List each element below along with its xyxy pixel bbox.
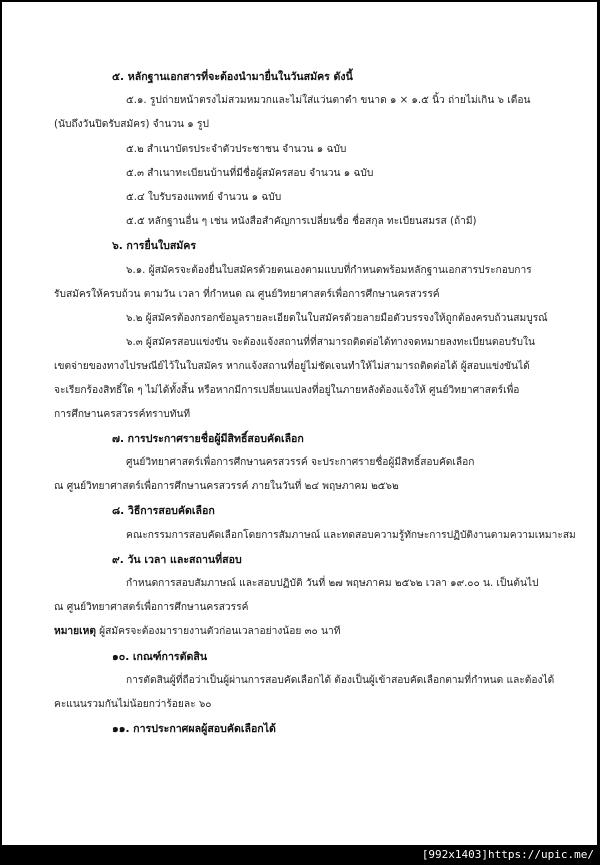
section-heading: ๕. หลักฐานเอกสารที่จะต้องนำมายื่นในวันสมัคร ดังนี้ <box>112 71 353 83</box>
note-label: หมายเหตุ <box>54 626 96 637</box>
section-heading: ๖. การยื่นใบสมัคร <box>112 240 197 252</box>
paragraph-line: ๖.๓ ผู้สมัครสอบแข่งขัน จะต้องแจ้งสถานที่ที่สามารถติดต่อได้ทางจดหมายลงทะเบียนตอบรับใน <box>126 337 535 348</box>
watermark-bar <box>0 845 600 865</box>
paragraph-line: ณ ศูนย์วิทยาศาสตร์เพื่อการศึกษานครสวรรค์ <box>54 602 249 613</box>
paragraph-line: คะแนนรวมกันไม่น้อยกว่าร้อยละ ๖๐ <box>54 699 212 710</box>
paragraph-line: จะเรียกร้องสิทธิ์ใด ๆ ไม่ได้ทั้งสิ้น หรือหากมีการเปลี่ยนแปลงที่อยู่ในภายหลังต้องแจ้งให้ ศูนย์วิทยาศาสตร์เพื่อ <box>54 385 520 396</box>
section-heading: ๑๐. เกณฑ์การตัดสิน <box>112 651 208 663</box>
paragraph-line: ๕.๔ ใบรับรองแพทย์ จำนวน ๑ ฉบับ <box>126 192 282 203</box>
paragraph-line: ๖.๒ ผู้สมัครต้องกรอกข้อมูลรายละเอียดในใบสมัครด้วยลายมือตัวบรรจงให้ถูกต้องครบถ้วนสมบูรณ์ <box>126 313 548 324</box>
paragraph-line: การศึกษานครสวรรค์ทราบทันที <box>54 409 191 420</box>
paragraph-line: ๕.๒ สำเนาบัตรประจำตัวประชาชน จำนวน ๑ ฉบับ <box>126 144 347 155</box>
paragraph-line: คณะกรรมการสอบคัดเลือกโดยการสัมภาษณ์ และทดสอบความรู้ทักษะการปฏิบัติงานตามความเหมาะสม <box>126 530 576 541</box>
paragraph-line: (นับถึงวันปิดรับสมัคร) จำนวน ๑ รูป <box>54 119 209 130</box>
note-text: ผู้สมัครจะต้องมารายงานตัวก่อนเวลาอย่างน้อย ๓๐ นาที <box>95 626 341 637</box>
paragraph-line: ๕.๑. รูปถ่ายหน้าตรงไม่สวมหมวกและไม่ใส่แว่นตาดำ ขนาด ๑ × ๑.๕ นิ้ว ถ่ายไม่เกิน ๖ เดือน <box>126 95 531 106</box>
watermark-text: [992x1403]https://upic.me/ <box>421 848 594 861</box>
paragraph-line: กำหนดการสอบสัมภาษณ์ และสอบปฏิบัติ วันที่ ๒๗ พฤษภาคม ๒๕๖๒ เวลา ๑๙.๐๐ น. เป็นต้นไป <box>126 578 539 589</box>
section-heading: ๗. การประกาศรายชื่อผู้มีสิทธิ์สอบคัดเลือก <box>112 433 304 445</box>
paragraph-line: การตัดสินผู้ที่ถือว่าเป็นผู้ผ่านการสอบคัดเลือกได้ ต้องเป็นผู้เข้าสอบคัดเลือกตามที่กำหนด และต้องได้ <box>126 675 555 686</box>
document-page <box>2 2 597 845</box>
paragraph-line: ณ ศูนย์วิทยาศาสตร์เพื่อการศึกษานครสวรรค์ ภายในวันที่ ๒๔ พฤษภาคม ๒๕๖๒ <box>54 481 399 492</box>
section-heading: ๙. วัน เวลา และสถานที่สอบ <box>112 554 242 566</box>
paragraph-line: เขตจ่ายของทางไปรษณีย์ไว้ในใบสมัคร หากแจ้งสถานที่อยู่ไม่ชัดเจนทำให้ไม่สามารถติดต่อได้ ผู้สอบแข่งขันได้ <box>54 361 530 372</box>
paragraph-line: ศูนย์วิทยาศาสตร์เพื่อการศึกษานครสวรรค์ จะประกาศรายชื่อผู้มีสิทธิ์สอบคัดเลือก <box>126 457 475 468</box>
note-line <box>54 625 340 639</box>
paragraph-line: รับสมัครให้ครบถ้วน ตามวัน เวลา ที่กำหนด ณ ศูนย์วิทยาศาสตร์เพื่อการศึกษานครสวรรค์ <box>54 289 440 300</box>
section-heading: ๑๑. การประกาศผลผู้สอบคัดเลือกได้ <box>112 723 276 735</box>
paragraph-line: ๕.๕ หลักฐานอื่น ๆ เช่น หนังสือสำคัญการเปลี่ยนชื่อ ชื่อสกุล ทะเบียนสมรส (ถ้ามี) <box>126 216 477 227</box>
paragraph-line: ๕.๓ สำเนาทะเบียนบ้านที่มีชื่อผู้สมัครสอบ จำนวน ๑ ฉบับ <box>126 168 374 179</box>
paragraph-line: ๖.๑. ผู้สมัครจะต้องยื่นใบสมัครด้วยตนเองตามแบบที่กำหนดพร้อมหลักฐานเอกสารประกอบการ <box>126 265 532 276</box>
section-heading: ๘. วิธีการสอบคัดเลือก <box>112 505 215 517</box>
